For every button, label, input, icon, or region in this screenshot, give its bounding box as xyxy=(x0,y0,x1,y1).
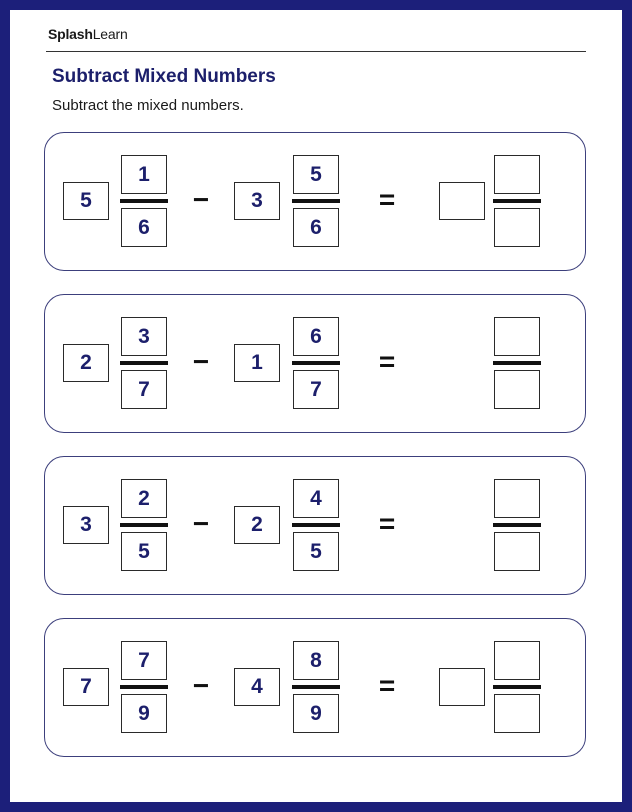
second-denominator: 9 xyxy=(293,694,339,733)
second-numerator: 4 xyxy=(293,479,339,518)
worksheet-title: Subtract Mixed Numbers xyxy=(52,66,276,87)
problem-card xyxy=(44,618,586,757)
first-denominator: 7 xyxy=(121,370,167,409)
fraction-bar xyxy=(493,685,541,689)
fraction-bar xyxy=(120,199,168,203)
worksheet-instructions: Subtract the mixed numbers. xyxy=(52,97,244,114)
fraction-bar xyxy=(493,523,541,527)
minus-sign: − xyxy=(192,184,210,215)
answer-denominator-input[interactable] xyxy=(494,532,540,571)
equals-sign: = xyxy=(378,670,396,701)
fraction-bar xyxy=(493,361,541,365)
equals-sign: = xyxy=(378,184,396,215)
first-whole-number: 7 xyxy=(63,668,109,706)
header-divider xyxy=(46,51,586,52)
fraction-bar xyxy=(120,685,168,689)
first-denominator: 5 xyxy=(121,532,167,571)
first-whole-number: 2 xyxy=(63,344,109,382)
problem-card xyxy=(44,456,586,595)
problem-card xyxy=(44,132,586,271)
fraction-bar xyxy=(292,523,340,527)
first-whole-number: 5 xyxy=(63,182,109,220)
answer-whole-input[interactable] xyxy=(439,182,485,220)
brand-bold: Splash xyxy=(48,26,93,42)
second-whole-number: 2 xyxy=(234,506,280,544)
minus-sign: − xyxy=(192,346,210,377)
minus-sign: − xyxy=(192,670,210,701)
second-denominator: 7 xyxy=(293,370,339,409)
second-numerator: 5 xyxy=(293,155,339,194)
equals-sign: = xyxy=(378,508,396,539)
fraction-bar xyxy=(120,361,168,365)
first-numerator: 3 xyxy=(121,317,167,356)
brand-light: Learn xyxy=(92,26,128,42)
answer-denominator-input[interactable] xyxy=(494,694,540,733)
second-numerator: 6 xyxy=(293,317,339,356)
answer-denominator-input[interactable] xyxy=(494,208,540,247)
first-denominator: 9 xyxy=(121,694,167,733)
answer-whole-input[interactable] xyxy=(439,668,485,706)
answer-numerator-input[interactable] xyxy=(494,155,540,194)
first-numerator: 7 xyxy=(121,641,167,680)
second-whole-number: 4 xyxy=(234,668,280,706)
equals-sign: = xyxy=(378,346,396,377)
fraction-bar xyxy=(493,199,541,203)
problem-card xyxy=(44,294,586,433)
answer-numerator-input[interactable] xyxy=(494,479,540,518)
second-whole-number: 1 xyxy=(234,344,280,382)
answer-denominator-input[interactable] xyxy=(494,370,540,409)
first-numerator: 1 xyxy=(121,155,167,194)
fraction-bar xyxy=(120,523,168,527)
first-numerator: 2 xyxy=(121,479,167,518)
second-whole-number: 3 xyxy=(234,182,280,220)
fraction-bar xyxy=(292,685,340,689)
second-numerator: 8 xyxy=(293,641,339,680)
answer-numerator-input[interactable] xyxy=(494,641,540,680)
minus-sign: − xyxy=(192,508,210,539)
fraction-bar xyxy=(292,361,340,365)
first-whole-number: 3 xyxy=(63,506,109,544)
first-denominator: 6 xyxy=(121,208,167,247)
second-denominator: 5 xyxy=(293,532,339,571)
answer-numerator-input[interactable] xyxy=(494,317,540,356)
worksheet-page xyxy=(10,10,622,802)
second-denominator: 6 xyxy=(293,208,339,247)
splashlearn-logo xyxy=(48,26,128,42)
fraction-bar xyxy=(292,199,340,203)
